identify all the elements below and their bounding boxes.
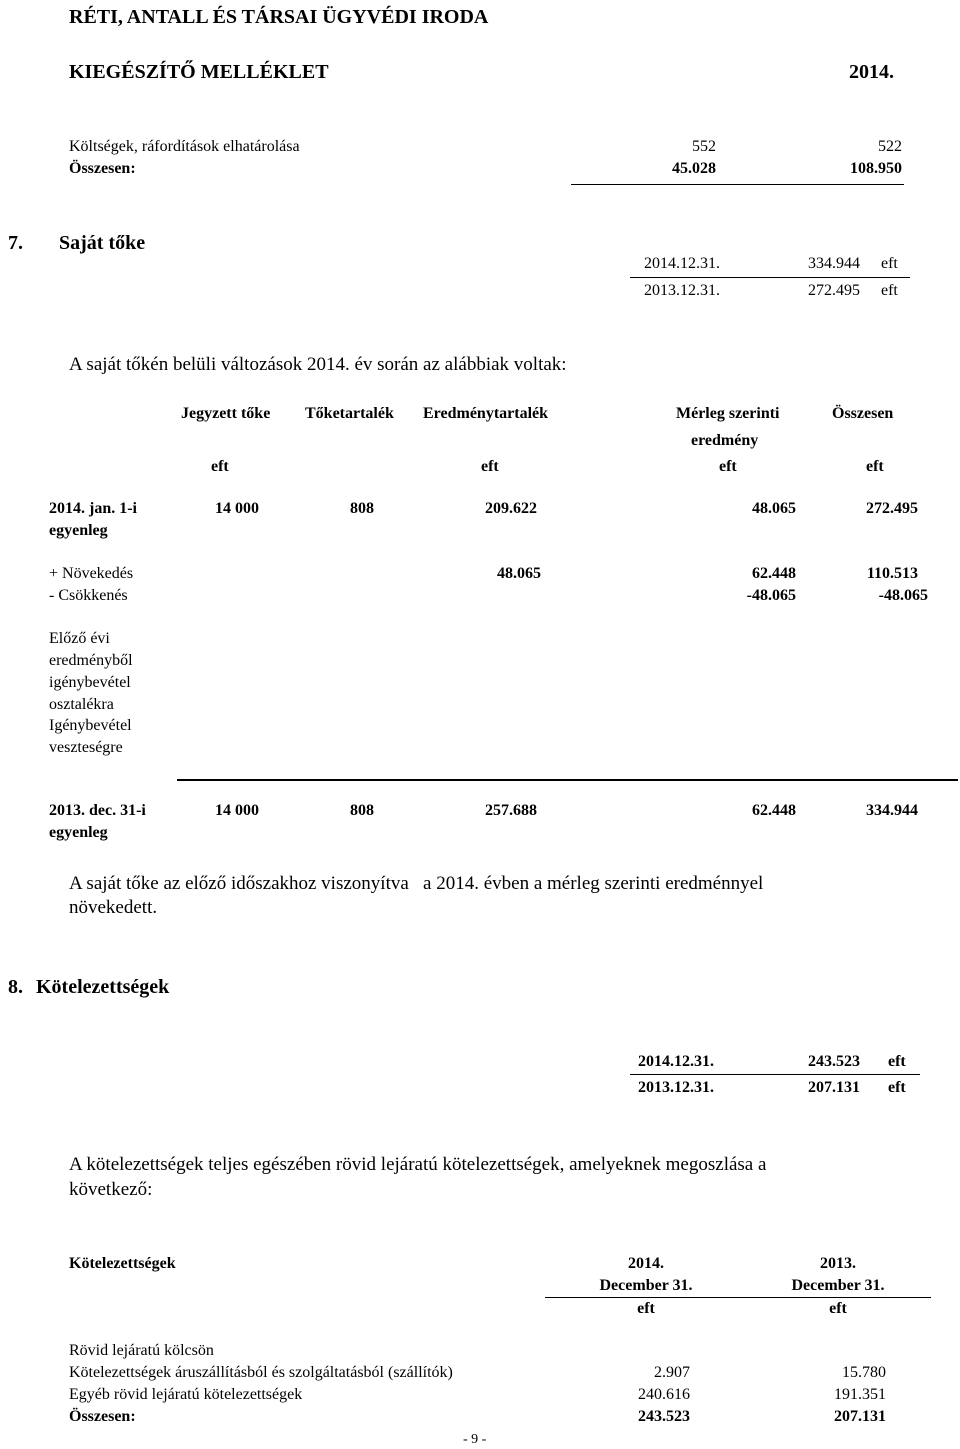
- accruals-total-2014: 45.028: [672, 160, 716, 177]
- accruals-total-2013: 108.950: [850, 160, 902, 177]
- table-total-2014: 243.523: [638, 1408, 690, 1425]
- increase-label: + Növekedés: [49, 565, 134, 582]
- liabilities-value-2013: 207.131: [808, 1079, 860, 1096]
- table-row-label: Egyéb rövid lejáratú kötelezettségek: [69, 1386, 303, 1403]
- section7-number: 7.: [8, 232, 23, 254]
- table-total-label: Összesen:: [69, 1408, 136, 1425]
- unit-col1: eft: [211, 458, 229, 475]
- page-number: - 9 -: [463, 1432, 487, 1447]
- equity-summary-2: növekedett.: [69, 897, 158, 918]
- col-balance-result-2: eredmény: [691, 432, 759, 449]
- table-row-label: Kötelezettségek áruszállításból és szolgáltatásból (szállítók): [69, 1364, 453, 1381]
- note-line: Előző évi: [49, 630, 110, 647]
- equity-value-2014: 334.944: [808, 255, 860, 272]
- table-col2-year: 2013.: [820, 1255, 856, 1272]
- liabilities-paragraph: A kötelezettségek teljes egészében rövid lejáratú kötelezettségek, amelyeknek megoszlása a: [69, 1154, 767, 1175]
- closing-total: 334.944: [866, 802, 918, 819]
- liabilities-row-rule: [630, 1074, 920, 1075]
- accruals-total-rule: [571, 184, 904, 185]
- liabilities-value-2014: 243.523: [808, 1053, 860, 1070]
- liabilities-date-2013: 2013.12.31.: [638, 1079, 714, 1096]
- liabilities-date-2014: 2014.12.31.: [638, 1053, 714, 1070]
- document-title: KIEGÉSZÍTŐ MELLÉKLET: [69, 61, 329, 83]
- decrease-total: -48.065: [878, 587, 928, 604]
- section8-number: 8.: [8, 976, 23, 998]
- accruals-2014: 552: [692, 138, 716, 155]
- equity-row-rule: [630, 277, 910, 278]
- liabilities-unit-2013: eft: [888, 1079, 906, 1096]
- unit-col5: eft: [866, 458, 884, 475]
- closing-label: 2013. dec. 31-i: [49, 802, 146, 819]
- section7-title: Saját tőke: [59, 232, 146, 254]
- note-line: eredményből: [49, 652, 133, 669]
- col-capital-reserve: Tőketartalék: [305, 405, 394, 422]
- note-line: igénybevétel: [49, 674, 131, 691]
- table-col1-date: December 31.: [599, 1277, 693, 1294]
- opening-label-2: egyenleg: [49, 522, 108, 539]
- unit-col3: eft: [481, 458, 499, 475]
- table-total-2013: 207.131: [834, 1408, 886, 1425]
- opening-total: 272.495: [866, 500, 918, 517]
- col-subscribed-capital: Jegyzett tőke: [181, 405, 271, 422]
- firm-name: RÉTI, ANTALL ÉS TÁRSAI ÜGYVÉDI IRODA: [69, 6, 489, 28]
- col-retained-earnings: Eredménytartalék: [423, 405, 549, 422]
- section8-title: Kötelezettségek: [36, 976, 170, 998]
- equity-value-2013: 272.495: [808, 282, 860, 299]
- table-row-value-2014: 2.907: [654, 1364, 690, 1381]
- opening-label: 2014. jan. 1-i: [49, 500, 137, 517]
- col-balance-result: Mérleg szerinti: [676, 405, 780, 422]
- accruals-total-label: Összesen:: [69, 160, 136, 177]
- closing-label-2: egyenleg: [49, 824, 108, 841]
- equity-summary: A saját tőke az előző időszakhoz viszonyítva a 2014. évben a mérleg szerinti eredménnyel: [69, 873, 764, 894]
- increase-balance-result: 62.448: [752, 565, 796, 582]
- opening-retained: 209.622: [485, 500, 537, 517]
- equity-date-2014: 2014.12.31.: [644, 255, 720, 272]
- table-col1-unit: eft: [637, 1300, 655, 1317]
- equity-date-2013: 2013.12.31.: [644, 282, 720, 299]
- closing-rule: [177, 779, 958, 781]
- closing-capital-reserve: 808: [350, 802, 374, 819]
- equity-unit-2014: eft: [881, 255, 898, 272]
- table-row-label: Rövid lejáratú kölcsön: [69, 1342, 214, 1359]
- table-row-value-2014: 240.616: [638, 1386, 690, 1403]
- liabilities-unit-2014: eft: [888, 1053, 906, 1070]
- table-col2-unit: eft: [829, 1300, 847, 1317]
- table-col1-year: 2014.: [628, 1255, 664, 1272]
- closing-subscribed: 14 000: [215, 802, 259, 819]
- closing-balance-result: 62.448: [752, 802, 796, 819]
- decrease-balance-result: -48.065: [746, 587, 796, 604]
- note-line: Igénybevétel: [49, 717, 132, 734]
- unit-col4: eft: [719, 458, 737, 475]
- opening-balance-result: 48.065: [752, 500, 796, 517]
- col-total: Összesen: [832, 405, 894, 422]
- document-year: 2014.: [849, 61, 894, 83]
- opening-capital-reserve: 808: [350, 500, 374, 517]
- table-row-value-2013: 191.351: [834, 1386, 886, 1403]
- equity-unit-2013: eft: [881, 282, 898, 299]
- note-line: veszteségre: [49, 739, 123, 756]
- note-line: osztalékra: [49, 696, 114, 713]
- accruals-label: Költségek, ráfordítások elhatárolása: [69, 138, 300, 155]
- decrease-label: - Csökkenés: [49, 587, 128, 604]
- table-row-value-2013: 15.780: [842, 1364, 886, 1381]
- accruals-2013: 522: [878, 138, 902, 155]
- equity-changes-intro: A saját tőkén belüli változások 2014. év során az alábbiak voltak:: [69, 354, 567, 375]
- table-col2-date: December 31.: [791, 1277, 885, 1294]
- opening-subscribed: 14 000: [215, 500, 259, 517]
- table-header-rule: [545, 1297, 931, 1298]
- increase-total: 110.513: [866, 565, 918, 582]
- liabilities-table-heading: Kötelezettségek: [69, 1255, 176, 1272]
- increase-retained: 48.065: [497, 565, 541, 582]
- liabilities-paragraph-2: következő:: [69, 1179, 153, 1200]
- closing-retained: 257.688: [485, 802, 537, 819]
